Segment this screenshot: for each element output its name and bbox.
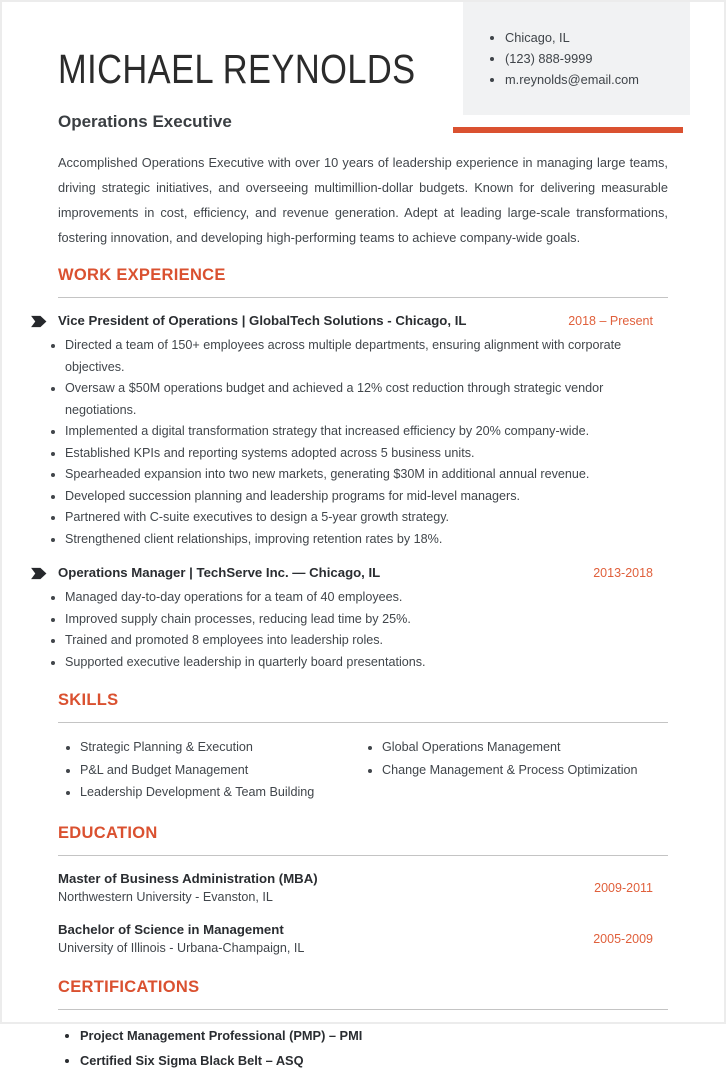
education-item xyxy=(58,920,668,958)
job-bullet: • Strengthened client relationships, improving retention rates by 18%. xyxy=(65,529,668,551)
job-bullet: • Developed succession planning and leadership programs for mid-level managers. xyxy=(65,486,668,508)
skill-list xyxy=(58,736,360,804)
section-rule xyxy=(58,722,668,723)
skill-list xyxy=(360,736,668,781)
job-title: Vice President of Operations | GlobalTech Solutions - Chicago, IL xyxy=(58,313,467,328)
section-rule xyxy=(58,297,668,298)
education-school: University of Illinois - Urbana-Champaign, IL xyxy=(58,940,305,955)
education-dates: 2009-2011 xyxy=(594,880,653,895)
candidate-title: Operations Executive xyxy=(58,112,232,131)
job-title: Operations Manager | TechServe Inc. — Chicago, IL xyxy=(58,565,381,580)
job-header xyxy=(58,313,668,328)
skill-item: • Leadership Development & Team Building xyxy=(80,781,360,804)
job-bullet-list xyxy=(44,587,668,673)
skill-item: • P&L and Budget Management xyxy=(80,759,360,782)
section-heading-skills: SKILLS xyxy=(58,691,119,709)
job-bullet: • Managed day-to-day operations for a team of 40 employees. xyxy=(65,587,668,609)
education-text xyxy=(58,869,318,907)
certification-item: • Project Management Professional (PMP) – PMI xyxy=(80,1023,668,1048)
skill-item: • Global Operations Management xyxy=(382,736,668,759)
job-bullet-list xyxy=(44,335,668,550)
job-bullet: • Established KPIs and reporting systems adopted across 5 business units. xyxy=(65,443,668,465)
job-bullet: • Directed a team of 150+ employees across multiple departments, ensuring alignment with corporate objectives. xyxy=(65,335,668,378)
skill-item: • Strategic Planning & Execution xyxy=(80,736,360,759)
section-rule xyxy=(58,855,668,856)
contact-email: • m.reynolds@email.com xyxy=(505,69,639,90)
certification-list xyxy=(58,1023,668,1073)
job-bullet: • Supported executive leadership in quarterly board presentations. xyxy=(65,652,668,674)
job-dates: 2018 – Present xyxy=(568,314,653,328)
contact-phone: • (123) 888-9999 xyxy=(505,48,639,69)
job-bullet: • Spearheaded expansion into two new markets, generating $30M in additional annual revenue. xyxy=(65,464,668,486)
section-heading-work-experience: WORK EXPERIENCE xyxy=(58,266,226,284)
job-bullet: • Oversaw a $50M operations budget and achieved a 12% cost reduction through strategic vendor negotiations. xyxy=(65,378,668,421)
accent-divider-bar xyxy=(453,127,683,133)
job-bullet: • Trained and promoted 8 employees into leadership roles. xyxy=(65,630,668,652)
job-bullet: • Implemented a digital transformation strategy that increased efficiency by 20% company-wide. xyxy=(65,421,668,443)
contact-location: • Chicago, IL xyxy=(505,27,639,48)
job-bullet: • Improved supply chain processes, reducing lead time by 25%. xyxy=(65,609,668,631)
skills-column-right xyxy=(360,736,668,804)
skill-item: • Change Management & Process Optimization xyxy=(382,759,668,782)
summary-paragraph: Accomplished Operations Executive with over 10 years of leadership experience in managing large teams, driving strategic initiatives, and overseeing multimillion-dollar budgets. Known for delivering measurable improvements in cost, efficiency, and revenue generation. Adept at leading large-scale transformations, fostering innovation, and developing high-performing teams to achieve company-wide goals. xyxy=(58,155,668,245)
education-school: Northwestern University - Evanston, IL xyxy=(58,889,273,904)
section-rule xyxy=(58,1009,668,1010)
skills-column-left xyxy=(58,736,360,804)
job-bullet: • Partnered with C-suite executives to design a 5-year growth strategy. xyxy=(65,507,668,529)
certification-item: • Certified Six Sigma Black Belt – ASQ xyxy=(80,1048,668,1073)
job-header xyxy=(58,565,668,580)
section-heading-certifications: CERTIFICATIONS xyxy=(58,977,200,996)
tag-icon xyxy=(31,567,47,580)
candidate-name: MICHAEL REYNOLDS xyxy=(58,46,416,92)
education-dates: 2005-2009 xyxy=(593,931,653,946)
tag-icon xyxy=(31,315,47,328)
education-item xyxy=(58,869,668,907)
education-degree: Master of Business Administration (MBA) xyxy=(58,870,318,886)
skills-columns xyxy=(58,736,668,804)
job-dates: 2013-2018 xyxy=(593,566,653,580)
education-text xyxy=(58,920,304,958)
section-heading-education: EDUCATION xyxy=(58,823,158,842)
education-degree: Bachelor of Science in Management xyxy=(58,921,284,937)
